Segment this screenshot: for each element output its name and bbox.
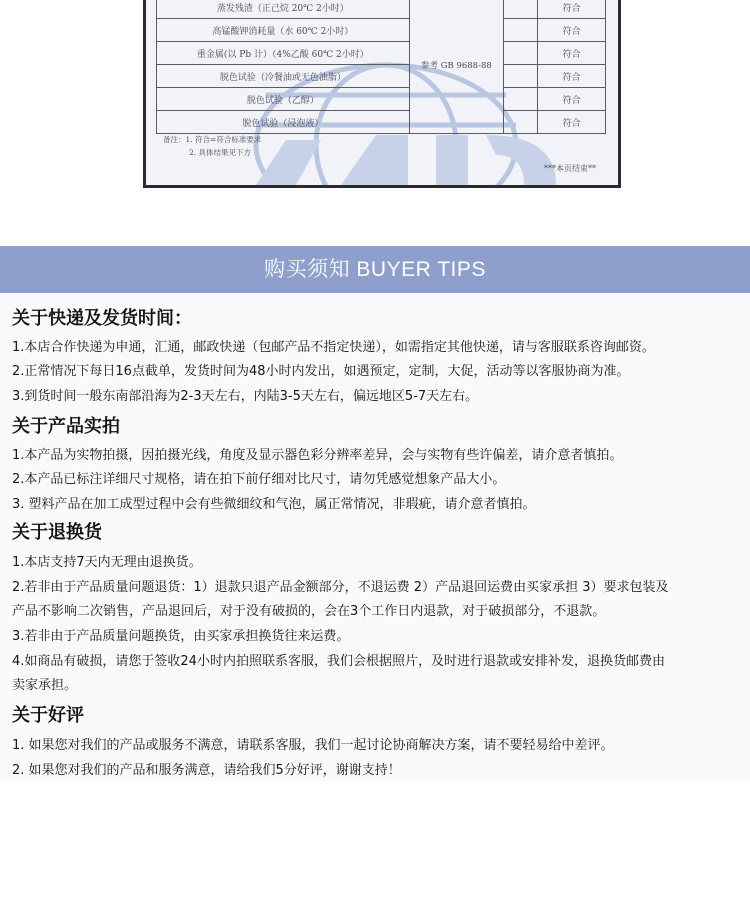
certificate-blank-cell [504,0,538,19]
banner-title: 购买须知 BUYER TIPS [264,258,486,281]
certificate-notes [163,133,261,159]
certificate-result: 符合 [538,19,606,42]
certificate-row [157,88,606,111]
certificate-row [157,65,606,88]
certificate-item: 脱色试验（浸泡液） [157,111,410,134]
certificate-result: 符合 [538,0,606,19]
certificate-table [156,0,606,134]
tip-line: 4.如商品有破损，请您于签收24小时内拍照联系客服，我们会根据照片，及时进行退款或安排补发，退换货邮费由 [12,654,665,669]
section-title-photos: 关于产品实拍 [12,416,120,437]
certificate-blank-cell [504,111,538,134]
certificate-blank-cell [504,42,538,65]
certificate-blank-cell [504,19,538,42]
certificate-standard: 参考 GB 9688-88 [409,0,504,134]
certificate-item: 脱色试验（冷餐油或无色油脂） [157,65,410,88]
certificate-row [157,0,606,19]
certificate-section [0,0,750,200]
tip-line: 1.本产品为实物拍摄，因拍摄光线，角度及显示器色彩分辨率差异，会与实物有些许偏差，请介意者慎拍。 [12,448,623,463]
certificate-row [157,111,606,134]
section-title-returns: 关于退换货 [12,522,102,543]
section-title-reviews: 关于好评 [12,705,84,726]
certificate-item: 高锰酸钾消耗量（水 60℃ 2小时） [157,19,410,42]
certificate-result: 符合 [538,65,606,88]
tip-line: 3.到货时间一般东南部沿海为2-3天左右，内陆3-5天左右，偏远地区5-7天左右。 [12,389,479,404]
tip-line: 3. 塑料产品在加工成型过程中会有些微细纹和气泡，属正常情况，非瑕疵，请介意者慎拍。 [12,497,536,512]
tip-line: 2. 如果您对我们的产品和服务满意，请给我们5分好评，谢谢支持！ [12,763,401,778]
certificate-blank-cell [504,65,538,88]
tip-line: 1.本店合作快递为申通，汇通，邮政快递（包邮产品不指定快递），如需指定其他快递，请与客服联系咨询邮资。 [12,340,655,355]
tip-line: 2.本产品已标注详细尺寸规格，请在拍下前仔细对比尺寸，请勿凭感觉想象产品大小。 [12,472,506,487]
certificate-item: 重金属(以 Pb 计）（4%乙酸 60℃ 2小时） [157,42,410,65]
certificate-row [157,19,606,42]
tip-line: 卖家承担。 [12,678,78,693]
test-certificate [143,0,621,188]
tip-line: 产品不影响二次销售，产品退回后，对于没有破损的，会在3个工作日内退款，对于破损部分，不退款。 [12,604,606,619]
certificate-result: 符合 [538,111,606,134]
buyer-tips-body [0,293,750,781]
certificate-item: 蒸发残渣（正己烷 20℃ 2小时） [157,0,410,19]
tip-line: 3.若非由于产品质量问题换货，由买家承担换货往来运费。 [12,629,350,644]
tip-line: 2.正常情况下每日16点截单，发货时间为48小时内发出，如遇预定，定制，大促，活动等以客服协商为准。 [12,364,630,379]
certificate-result: 符合 [538,88,606,111]
certificate-item: 脱色试验（乙醇） [157,88,410,111]
certificate-result: 符合 [538,42,606,65]
certificate-note: 备注：1. 符合=符合标准要求 [163,135,262,144]
certificate-row [157,42,606,65]
tip-line: 1. 如果您对我们的产品或服务不满意，请联系客服，我们一起讨论协商解决方案，请不要轻易给中差评。 [12,738,614,753]
tip-line: 2.若非由于产品质量问题退货：1）退款只退产品金额部分，不退运费 2）产品退回运费由买家承担 3）要求包装及 [12,580,669,595]
section-title-shipping: 关于快递及发货时间： [12,308,192,329]
buyer-tips-banner [0,246,750,293]
certificate-note: 2. 具体结果见下方 [189,148,252,157]
certificate-blank-cell [504,88,538,111]
tip-line: 1.本店支持7天内无理由退换货。 [12,555,202,570]
certificate-end-text: ***本页结束** [544,164,596,173]
